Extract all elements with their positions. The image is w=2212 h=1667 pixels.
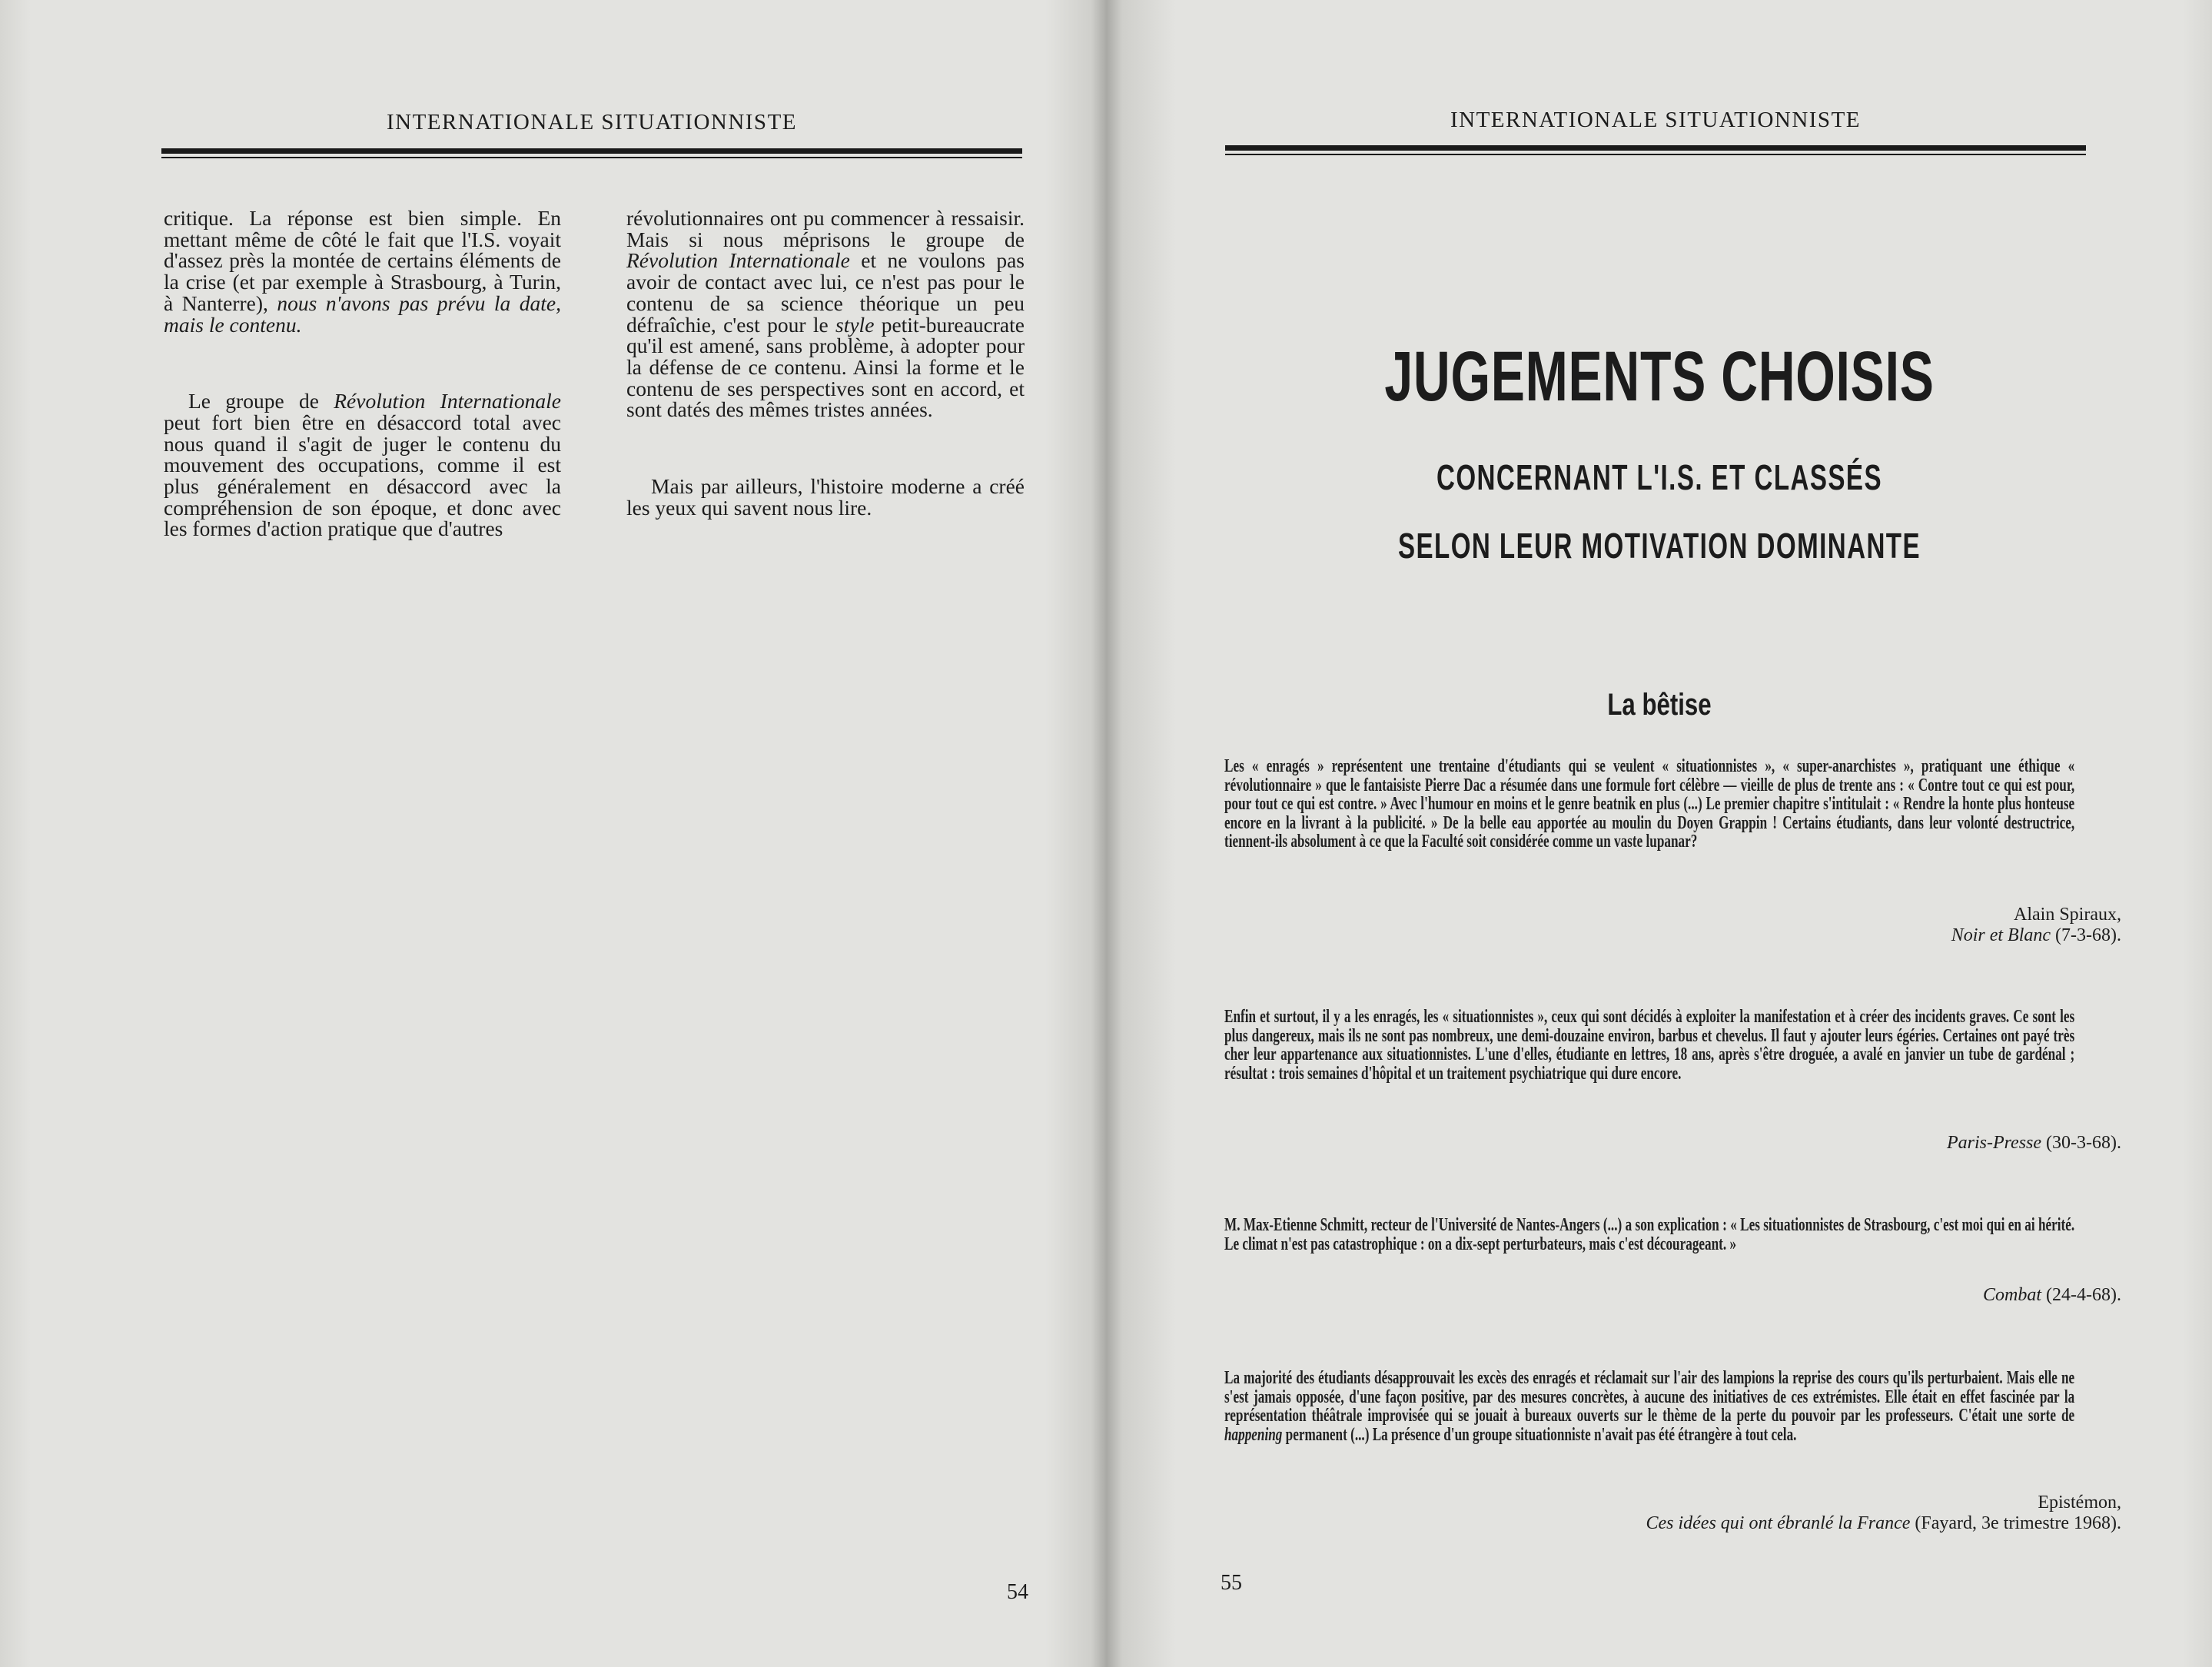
quote-2-source: Paris-Presse (30-3-68). <box>1946 1133 2121 1153</box>
page-number-left: 54 <box>1007 1580 1028 1604</box>
head-rule-thin-left <box>161 157 1022 158</box>
quote-3: M. Max-Etienne Schmitt, recteur de l'Université de Nantes-Angers (...) a son explication : « Les situationnistes de Strasbourg, c'est moi qui en ai hérité. Le climat n'est pas catastrophique : on a dix-sept perturbateurs, mais c'est décourageant. » <box>1224 1214 2075 1254</box>
left-column-1 <box>164 208 561 540</box>
quote-1-author: Alain Spiraux, <box>2014 905 2121 925</box>
page-number-right: 55 <box>1221 1571 1242 1595</box>
article-title: JUGEMENTS CHOISIS <box>1384 337 1935 416</box>
paragraph: Mais par ailleurs, l'histoire moderne a créé les yeux qui savent nous lire. <box>626 474 1025 520</box>
head-rule-thin-right <box>1225 154 2086 155</box>
head-rule-thick-left <box>161 148 1022 154</box>
quote-1-source: Alain Spiraux, Noir et Blanc (7-3-68). <box>1951 905 2121 945</box>
paragraph: Le groupe de Révolution Internationale peut fort bien être en désaccord total avec nous quand il s'agit de juger le contenu du mouvement des occupations, comme il est plus généralement en désaccord avec la compréhension de son époque, et donc avec les formes d'action pratique que d'autres <box>164 389 561 541</box>
quote-4-author: Epistémon, <box>2038 1493 2121 1513</box>
article-subtitle-1: CONCERNANT L'I.S. ET CLASSÉS <box>1436 457 1882 497</box>
quote-2: Enfin et surtout, il y a les enragés, les « situationnistes », ceux qui sont décidés à exploiter la manifestation et à créer des incidents graves. Ce sont les plus dangereux, mais ils ne sont pas nombreux, une demi-douzaine environ, barbus et chevelus. Il faut y ajouter leurs égéries. Certaines ont payé très cher leur appartenance aux situationnistes. L'une d'elles, étudiante en lettres, 18 ans, après s'être droguée, a avalé en janvier un tube de gardénal ; résultat : trois semaines d'hôpital et un traitement psychiatrique qui dure encore. <box>1224 1006 2075 1084</box>
quote-3-source: Combat (24-4-68). <box>1983 1285 2121 1305</box>
running-head-right: INTERNATIONALE SITUATIONNISTE <box>1450 108 1861 132</box>
paragraph: critique. La réponse est bien simple. En mettant même de côté le fait que l'I.S. voyait d'assez près la montée de certains éléments de la crise (et par exemple à Strasbourg, à Turin, à Nanterre), nous n'avons pas prévu la date, mais le contenu. <box>164 206 562 337</box>
quote-4-source: Epistémon, Ces idées qui ont ébranlé la France (Fayard, 3e trimestre 1968). <box>1646 1493 2121 1533</box>
head-rule-thick-right <box>1225 145 2086 151</box>
quote-1: Les « enragés » représentent une trentaine d'étudiants qui se veulent « situationnistes », « super-anarchistes », pratiquant une éthique « révolutionnaire » que le fantaisiste Pierre Dac a résumée dans une formule fort célèbre — vieille de plus de trente ans : « Contre tout ce qui est pour, pour tout ce qui est contre. » Avec l'humour en moins et le genre beatnik en plus (...) Le premier chapitre s'intitulait : « Rendre la honte plus honteuse encore en la livrant à la publicité. » De la belle eau apportée au moulin du Doyen Grappin ! Certains étudiants, dans leur volonté destructrice, tiennent-ils absolument à ce que la Faculté soit considérée comme un vaste lupanar? <box>1224 755 2075 852</box>
right-page <box>1107 0 2212 1667</box>
article-subtitle-2: SELON LEUR MOTIVATION DOMINANTE <box>1397 526 1921 566</box>
left-column-2 <box>626 208 1025 518</box>
section-heading: La bêtise <box>1607 688 1712 722</box>
quote-4: La majorité des étudiants désapprouvait les excès des enragés et réclamait sur l'air des lampions la reprise des cours qu'ils perturbaient. Mais elle ne s'est jamais opposée, d'une façon positive, par des mesures concrètes, à aucune des initiatives de ces extrémistes. Elle était en effet fascinée par la représentation théâtrale improvisée qui se jouait à bureaux ouverts sur le thème de la perte du pouvoir par les professeurs. C'était une sorte de happening permanent (...) La présence d'un groupe situationniste n'avait pas été étrangère à tout cela. <box>1224 1367 2075 1445</box>
paragraph: révolutionnaires ont pu commencer à ressaisir. Mais si nous méprisons le groupe de Révolution Internationale et ne voulons pas avoir de contact avec lui, ce n'est pas pour le contenu de sa science théorique un peu défraîchie, c'est pour le style petit-bureaucrate qu'il est amené, sans problème, à adopter pour la défense de ce contenu. Ainsi la forme et le contenu de ses perspectives sont en accord, et sont datés des mêmes tristes années. <box>626 206 1025 422</box>
running-head-left: INTERNATIONALE SITUATIONNISTE <box>386 110 797 134</box>
